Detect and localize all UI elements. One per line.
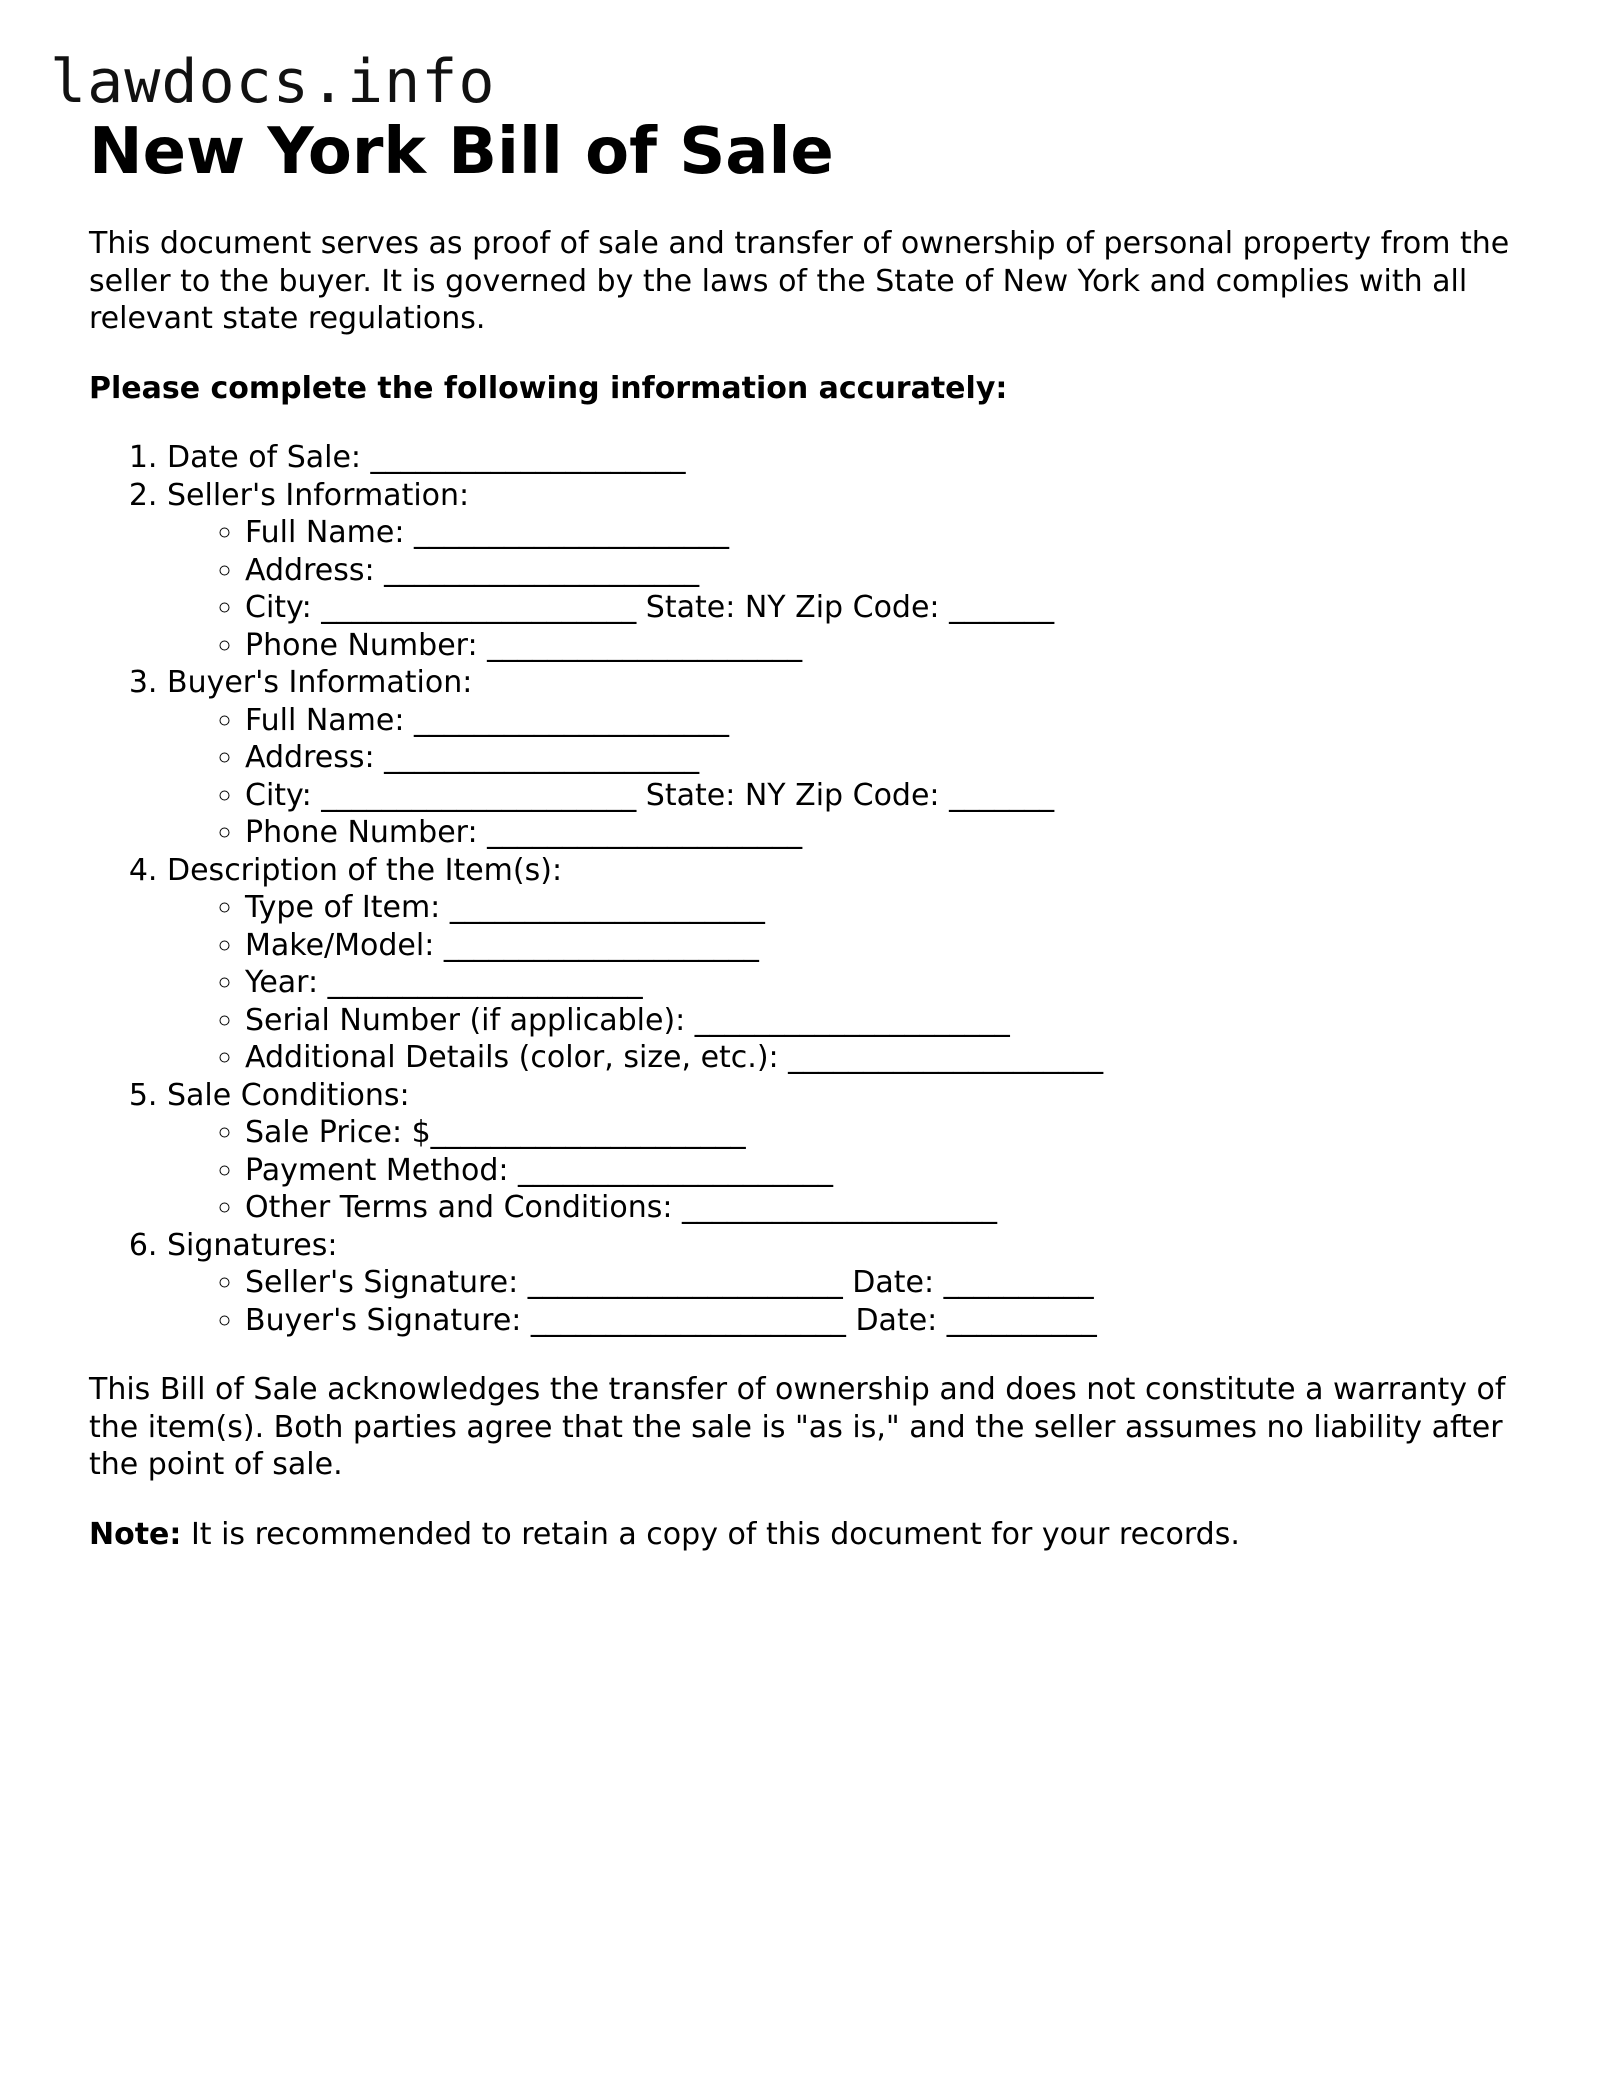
list-item-seller-info bbox=[167, 477, 1529, 665]
list-item-buyer-info bbox=[167, 664, 1529, 852]
document-body bbox=[89, 112, 1529, 1553]
buyer-full-name-field[interactable]: ◦ Full Name: _____________________ bbox=[245, 702, 1529, 740]
sale-price-field[interactable]: ◦ Sale Price: $_____________________ bbox=[245, 1114, 1529, 1152]
seller-info-sublist bbox=[167, 514, 1529, 664]
item-description-sublist bbox=[167, 889, 1529, 1077]
item-year-field[interactable]: ◦ Year: _____________________ bbox=[245, 964, 1529, 1002]
signatures-sublist bbox=[167, 1264, 1529, 1339]
note-text: It is recommended to retain a copy of this document for your records. bbox=[181, 1516, 1240, 1552]
seller-signature-field[interactable]: ◦ Seller's Signature: _____________________ Date: __________ bbox=[245, 1264, 1529, 1302]
other-terms-field[interactable]: ◦ Other Terms and Conditions: _____________________ bbox=[245, 1189, 1529, 1227]
closing-paragraph: This Bill of Sale acknowledges the transfer of ownership and does not constitute a warranty of the item(s). Both parties agree that the sale is "as is," and the seller assumes no liability after the point of sale. bbox=[89, 1372, 1506, 1482]
item-type-field[interactable]: ◦ Type of Item: _____________________ bbox=[245, 889, 1529, 927]
seller-address-field[interactable]: ◦ Address: _____________________ bbox=[245, 552, 1529, 590]
list-item-date-of-sale bbox=[167, 439, 1529, 477]
buyer-info-sublist bbox=[167, 702, 1529, 852]
intro-paragraph: This document serves as proof of sale and transfer of ownership of personal property from the seller to the buyer. It is governed by the laws of the State of New York and complies with all relevant state regulations. bbox=[89, 226, 1510, 336]
buyer-signature-field[interactable]: ◦ Buyer's Signature: _____________________ Date: __________ bbox=[245, 1302, 1529, 1340]
seller-full-name-field[interactable]: ◦ Full Name: _____________________ bbox=[245, 514, 1529, 552]
seller-city-state-zip-field[interactable]: ◦ City: _____________________ State: NY Zip Code: _______ bbox=[245, 589, 1529, 627]
note-paragraph bbox=[89, 1516, 1529, 1554]
sale-conditions-heading: Sale Conditions: bbox=[167, 1077, 410, 1113]
note-label: Note: bbox=[89, 1516, 182, 1552]
list-item-item-description bbox=[167, 852, 1529, 1077]
item-description-heading: Description of the Item(s): bbox=[167, 852, 563, 888]
item-details-field[interactable]: ◦ Additional Details (color, size, etc.): _____________________ bbox=[245, 1039, 1529, 1077]
date-of-sale-field[interactable]: Date of Sale: _____________________ bbox=[167, 440, 686, 475]
seller-phone-field[interactable]: ◦ Phone Number: _____________________ bbox=[245, 627, 1529, 665]
instruction-text: Please complete the following information accurately: bbox=[89, 370, 1008, 406]
form-fields-list bbox=[89, 439, 1529, 1339]
payment-method-field[interactable]: ◦ Payment Method: _____________________ bbox=[245, 1152, 1529, 1190]
signatures-heading: Signatures: bbox=[167, 1227, 338, 1263]
site-watermark: lawdocs.info bbox=[50, 47, 496, 117]
sale-conditions-sublist bbox=[167, 1114, 1529, 1227]
list-item-signatures bbox=[167, 1227, 1529, 1340]
item-make-model-field[interactable]: ◦ Make/Model: _____________________ bbox=[245, 927, 1529, 965]
list-item-sale-conditions bbox=[167, 1077, 1529, 1227]
page-title: New York Bill of Sale bbox=[89, 115, 834, 189]
seller-info-heading: Seller's Information: bbox=[167, 477, 470, 513]
buyer-address-field[interactable]: ◦ Address: _____________________ bbox=[245, 739, 1529, 777]
buyer-city-state-zip-field[interactable]: ◦ City: _____________________ State: NY Zip Code: _______ bbox=[245, 777, 1529, 815]
item-serial-field[interactable]: ◦ Serial Number (if applicable): _____________________ bbox=[245, 1002, 1529, 1040]
buyer-phone-field[interactable]: ◦ Phone Number: _____________________ bbox=[245, 814, 1529, 852]
buyer-info-heading: Buyer's Information: bbox=[167, 665, 473, 700]
